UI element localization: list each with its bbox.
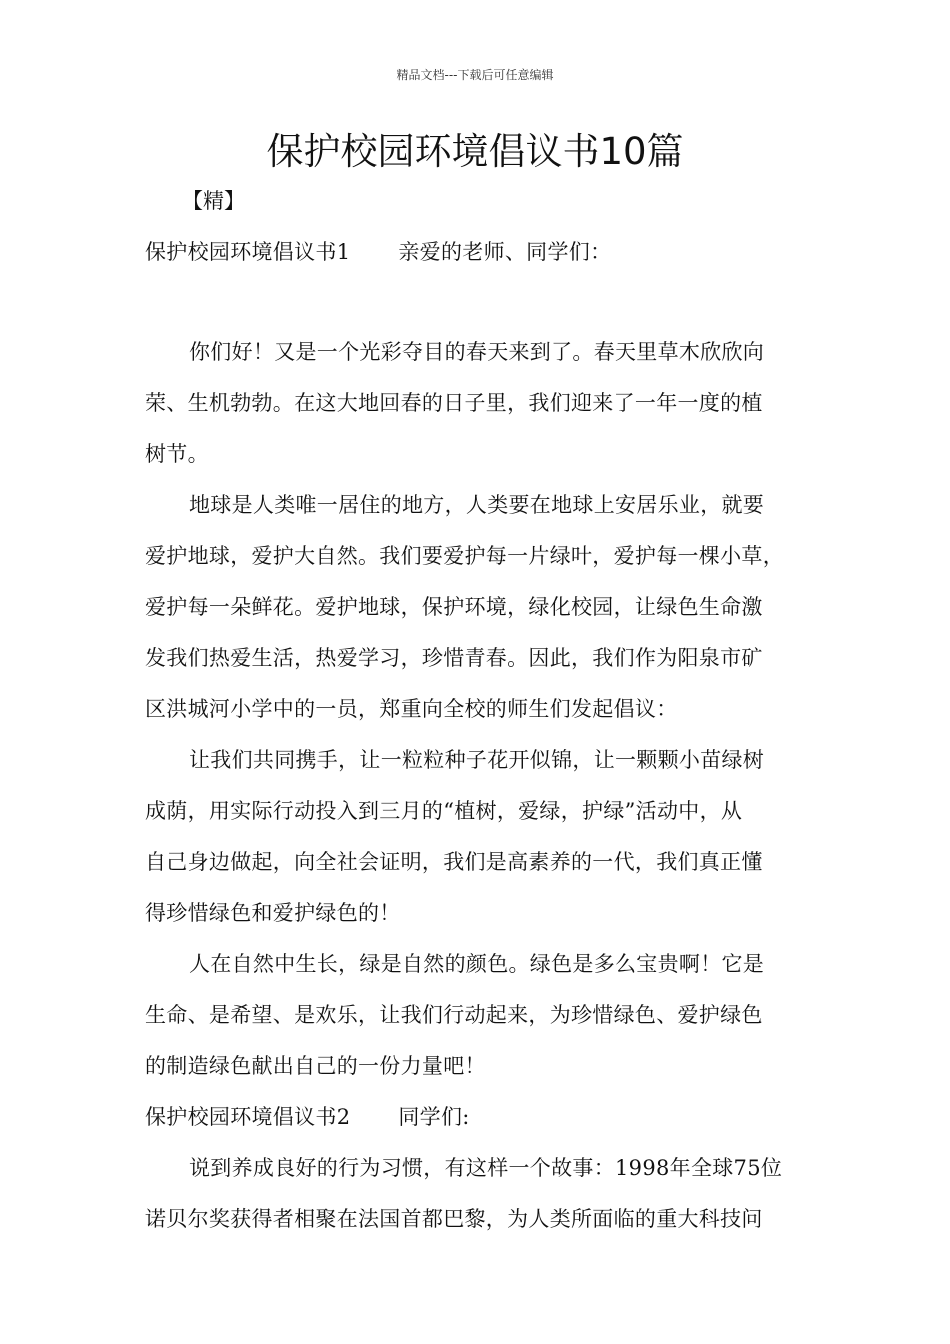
paragraph-line: 人在自然中生长，绿是自然的颜色。绿色是多么宝贵啊！它是 [189,952,765,976]
paragraph-line: 爱护地球，爱护大自然。我们要爱护每一片绿叶，爱护每一棵小草， [145,544,784,568]
paragraph-line: 自己身边做起，向全社会证明，我们是高素养的一代，我们真正懂 [145,850,763,874]
paragraph-line: 你们好！又是一个光彩夺目的春天来到了。春天里草木欣欣向 [189,340,765,364]
paragraph-line: 的制造绿色献出自己的一份力量吧！ [145,1054,486,1078]
section-heading: 保护校园环境倡议书2 [145,1105,351,1129]
section-1-heading [145,227,809,278]
paragraph-line: 爱护每一朵鲜花。爱护地球，保护环境，绿化校园，让绿色生命激 [145,595,763,619]
paragraph-line: 说到养成良好的行为习惯，有这样一个故事：1998年全球75位 [189,1156,783,1180]
paragraph [145,939,809,1092]
paragraph-line: 生命、是希望、是欢乐，让我们行动起来，为珍惜绿色、爱护绿色 [145,1003,763,1027]
paragraph-line: 区洪城河小学中的一员，郑重向全校的师生们发起倡议： [145,697,678,721]
document-title: 保护校园环境倡议书10篇 [266,130,684,173]
paragraph-line: 成荫，用实际行动投入到三月的“植树，爱绿，护绿”活动中，从 [145,799,743,823]
paragraph-line: 诺贝尔奖获得者相聚在法国首都巴黎，为人类所面临的重大科技问 [145,1207,763,1231]
paragraph [145,1143,809,1245]
section-1-body [145,327,809,1245]
paragraph [145,327,809,480]
paragraph-line: 让我们共同携手，让一粒粒种子花开似锦，让一颗颗小苗绿树 [189,748,765,772]
paragraph-line: 发我们热爱生活，热爱学习，珍惜青春。因此，我们作为阳泉市矿 [145,646,763,670]
greeting: 同学们: [398,1105,470,1129]
section-heading: 保护校园环境倡议书1 [145,240,351,264]
paragraph [145,480,809,735]
header-note: 精品文档---下载后可任意编辑 [396,68,554,82]
paragraph-line: 荣、生机勃勃。在这大地回春的日子里，我们迎来了一年一度的植 [145,391,763,415]
paragraph-line: 地球是人类唯一居住的地方，人类要在地球上安居乐业，就要 [189,493,765,517]
title-tag: 【精】 [182,189,245,213]
paragraph [145,735,809,939]
paragraph-line: 得珍惜绿色和爱护绿色的！ [145,901,401,925]
paragraph-line: 树节。 [145,442,209,466]
section-2-heading [145,1092,809,1143]
greeting: 亲爱的老师、同学们： [398,240,612,264]
